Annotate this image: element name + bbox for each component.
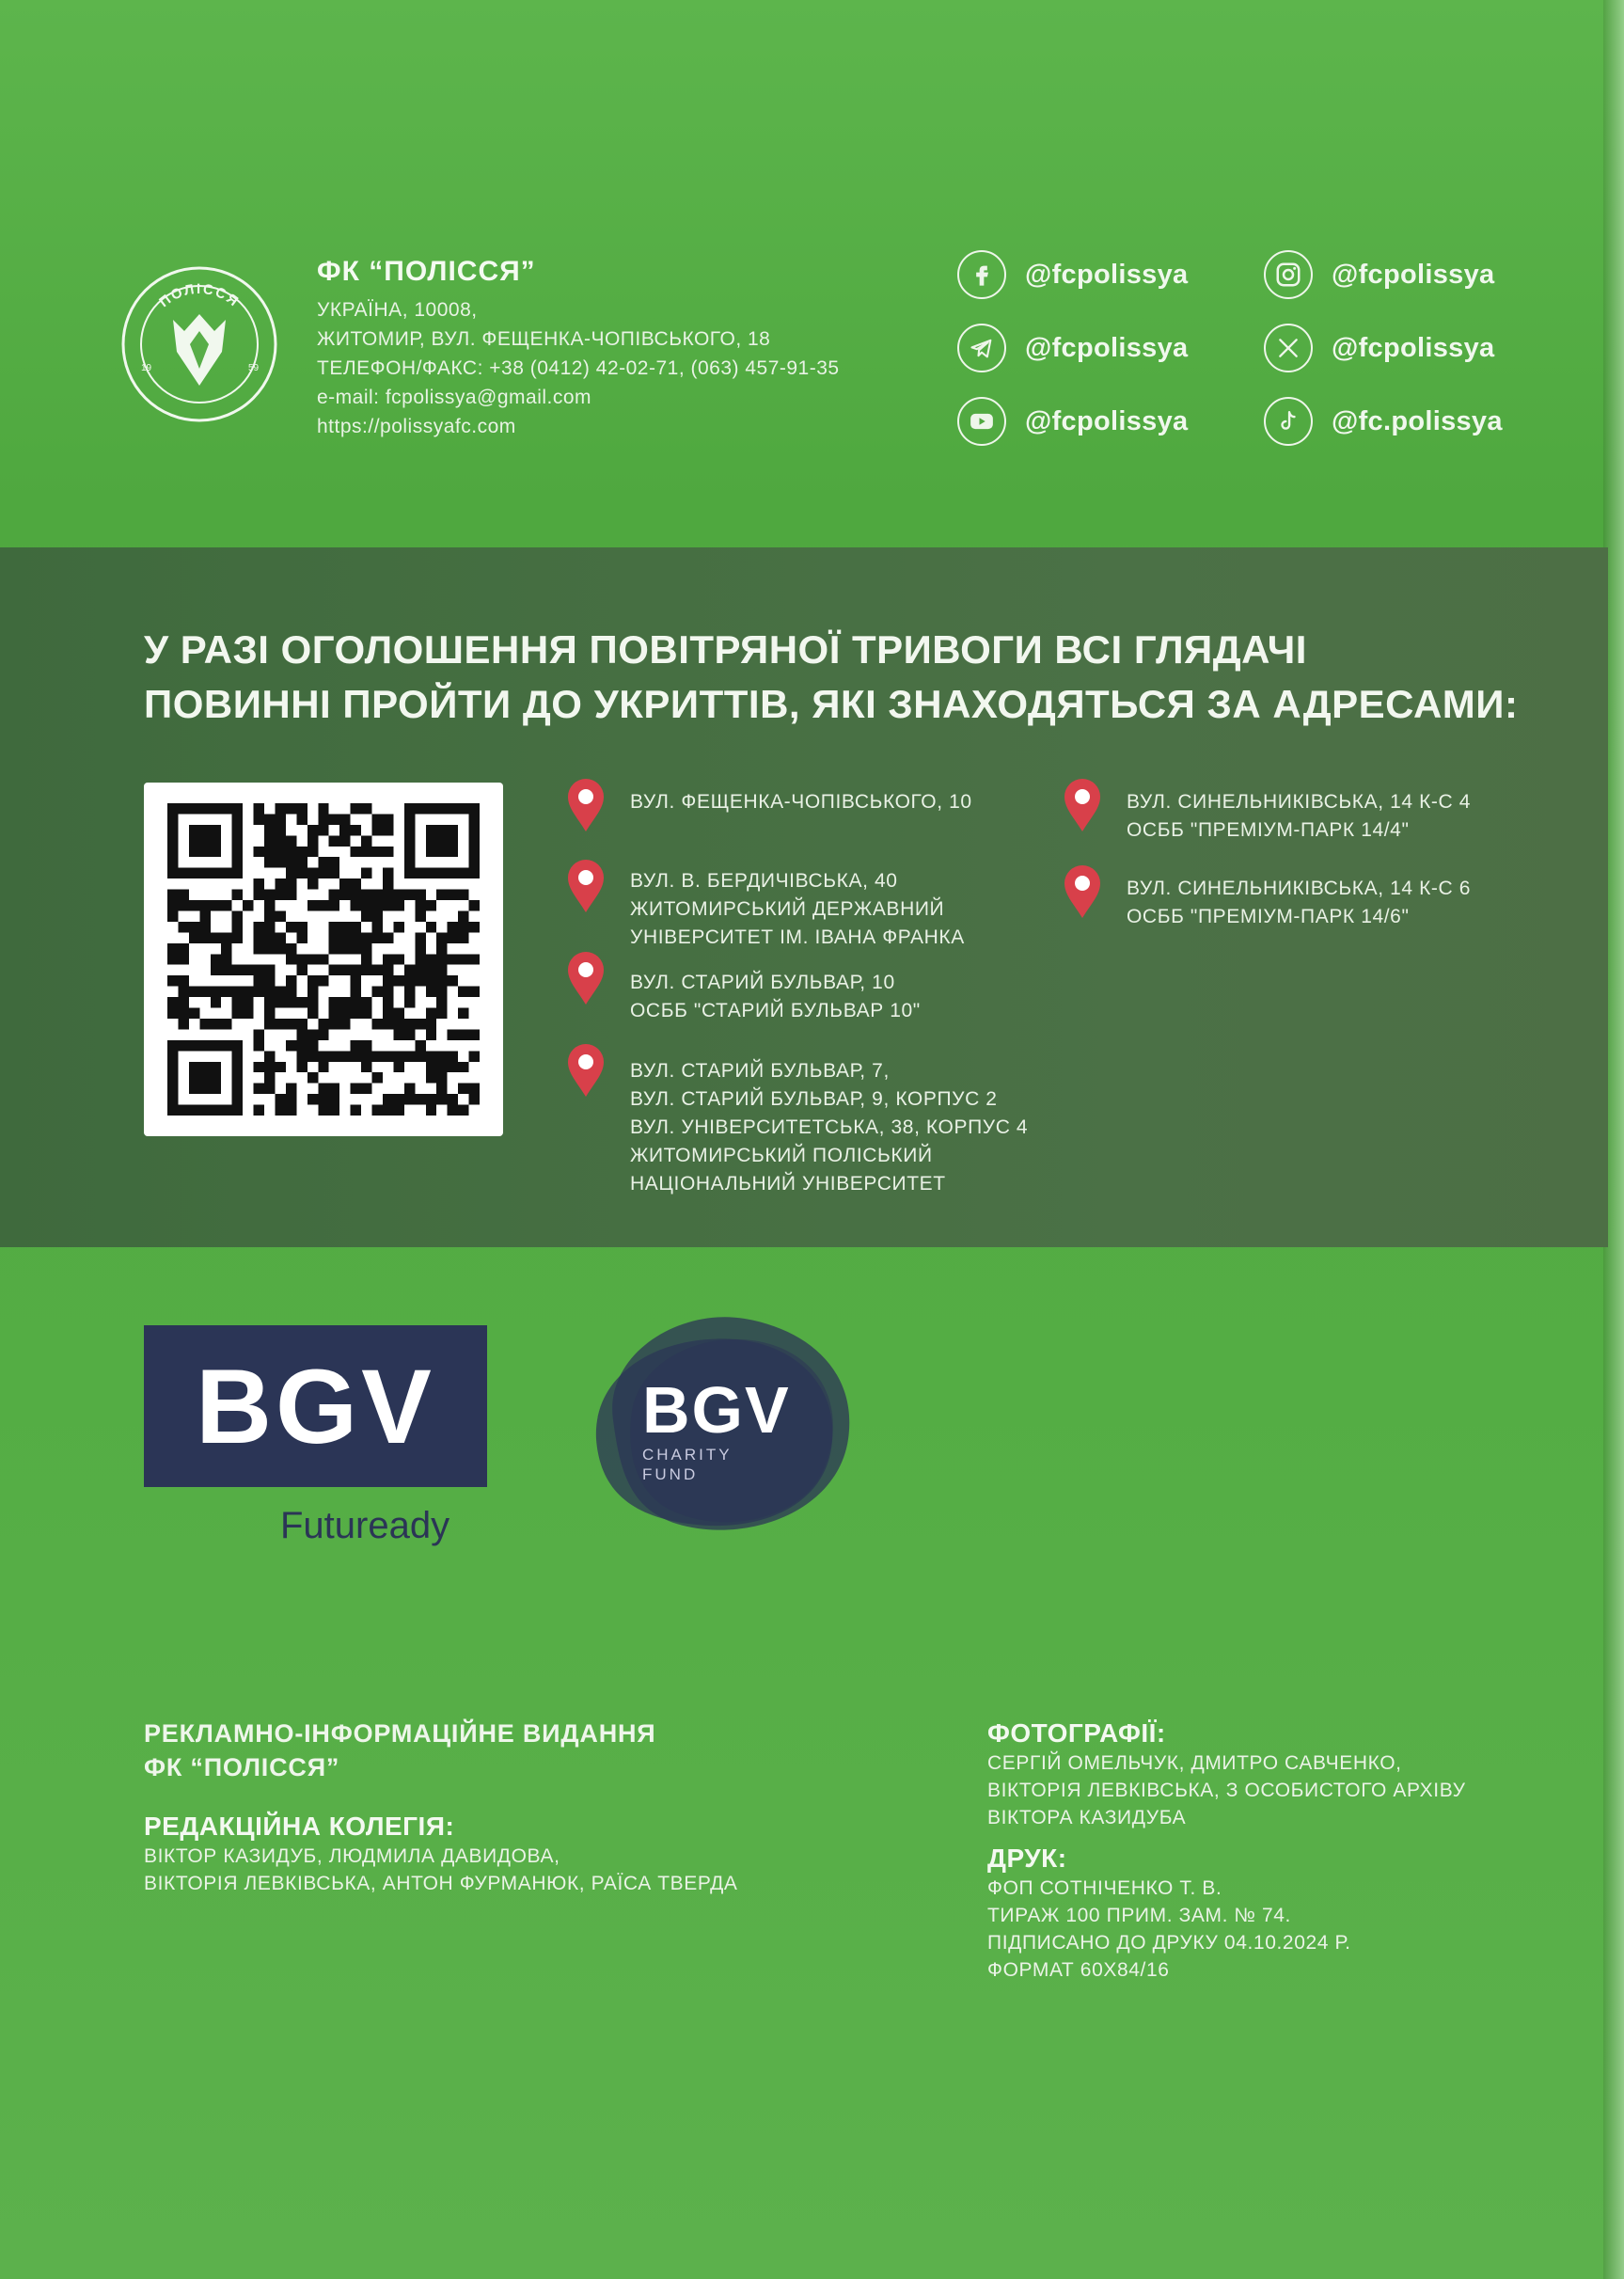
charity-line1: CHARITY bbox=[642, 1446, 733, 1464]
photos-line2: ВІКТОРІЯ ЛЕВКІВСЬКА, З ОСОБИСТОГО АРХІВУ bbox=[987, 1780, 1466, 1801]
shelter-line: ОСББ "ПРЕМІУМ-ПАРК 14/6" bbox=[1127, 906, 1410, 927]
charity-line2: FUND bbox=[642, 1465, 699, 1483]
social-handle: @fcpolissya bbox=[1332, 332, 1495, 363]
air-raid-warning bbox=[144, 623, 1536, 732]
print-line4: ФОРМАТ 60X84/16 bbox=[987, 1959, 1170, 1981]
tiktok-icon bbox=[1264, 397, 1313, 446]
shelter-address bbox=[1061, 863, 1471, 931]
youtube-icon bbox=[957, 397, 1006, 446]
shelter-address bbox=[564, 950, 921, 1025]
social-handle: @fcpolissya bbox=[1025, 332, 1189, 363]
shelter-line: ВУЛ. УНІВЕРСИТЕТСЬКА, 38, КОРПУС 4 bbox=[630, 1116, 1029, 1138]
imprint-left bbox=[144, 1717, 990, 1897]
imprint-right bbox=[987, 1717, 1589, 1984]
futuready-tagline: Futuready bbox=[280, 1505, 450, 1546]
logo-year-right: 59 bbox=[248, 363, 260, 373]
shelter-address bbox=[1061, 777, 1471, 845]
shelter-line: УНІВЕРСИТЕТ ІМ. ІВАНА ФРАНКА bbox=[630, 926, 965, 948]
photos-heading: ФОТОГРАФІЇ: bbox=[987, 1718, 1166, 1748]
club-email: e-mail: fcpolissya@gmail.com bbox=[317, 387, 592, 408]
logo-year-left: 19 bbox=[141, 363, 152, 373]
social-handle: @fc.polissya bbox=[1332, 405, 1503, 436]
shelter-line: ОСББ "ПРЕМІУМ-ПАРК 14/4" bbox=[1127, 819, 1410, 841]
photos-line1: СЕРГІЙ ОМЕЛЬЧУК, ДМИТРО САВЧЕНКО, bbox=[987, 1752, 1402, 1774]
print-line1: ФОП СОТНІЧЕНКО Т. В. bbox=[987, 1877, 1222, 1899]
map-pin-icon bbox=[1061, 863, 1104, 920]
club-address-line1: УКРАЇНА, 10008, bbox=[317, 299, 478, 321]
qr-code-icon bbox=[166, 803, 481, 1116]
social-tiktok bbox=[1264, 397, 1503, 446]
editorial-heading: РЕДАКЦІЙНА КОЛЕГІЯ: bbox=[144, 1812, 455, 1841]
map-pin-icon bbox=[564, 1042, 607, 1099]
club-phone: ТЕЛЕФОН/ФАКС: +38 (0412) 42-02-71, (063) 457-91-35 bbox=[317, 357, 840, 379]
shelter-line: НАЦІОНАЛЬНИЙ УНІВЕРСИТЕТ bbox=[630, 1173, 946, 1195]
qr-code[interactable] bbox=[144, 783, 503, 1136]
social-handle: @fcpolissya bbox=[1025, 405, 1189, 436]
social-links bbox=[957, 246, 1559, 453]
club-logo-icon bbox=[120, 265, 278, 423]
shelter-line: ВУЛ. СТАРИЙ БУЛЬВАР, 9, КОРПУС 2 bbox=[630, 1088, 998, 1110]
print-line2: ТИРАЖ 100 ПРИМ. ЗАМ. № 74. bbox=[987, 1905, 1291, 1926]
charity-fund-text bbox=[642, 1375, 791, 1484]
map-pin-icon bbox=[564, 858, 607, 914]
air-raid-line1: У РАЗІ ОГОЛОШЕННЯ ПОВІТРЯНОЇ ТРИВОГИ ВСІ ГЛЯДАЧІ bbox=[144, 627, 1307, 672]
charity-name: BGV bbox=[642, 1373, 791, 1447]
shelter-line: ВУЛ. В. БЕРДИЧІВСЬКА, 40 bbox=[630, 870, 898, 892]
shelter-address bbox=[564, 858, 965, 952]
map-pin-icon bbox=[1061, 777, 1104, 833]
photos-line3: ВІКТОРА КАЗИДУБА bbox=[987, 1807, 1187, 1828]
shelter-address bbox=[564, 777, 972, 833]
shelter-line: ВУЛ. ФЕЩЕНКА-ЧОПІВСЬКОГО, 10 bbox=[630, 791, 972, 813]
map-pin-icon bbox=[564, 777, 607, 833]
air-raid-line2: ПОВИННІ ПРОЙТИ ДО УКРИТТІВ, ЯКІ ЗНАХОДЯТЬСЯ ЗА АДРЕСАМИ: bbox=[144, 682, 1519, 726]
telegram-icon bbox=[957, 324, 1006, 372]
club-address-line2: ЖИТОМИР, ВУЛ. ФЕЩЕНКА-ЧОПІВСЬКОГО, 18 bbox=[317, 328, 771, 350]
social-x bbox=[1264, 324, 1494, 372]
shelter-line: ОСББ "СТАРИЙ БУЛЬВАР 10" bbox=[630, 1000, 921, 1021]
instagram-icon bbox=[1264, 250, 1313, 299]
bgv-logo bbox=[144, 1325, 487, 1487]
social-youtube bbox=[957, 397, 1188, 446]
publication-line2: ФК “ПОЛІССЯ” bbox=[144, 1753, 340, 1781]
print-heading: ДРУК: bbox=[987, 1844, 1067, 1873]
shelter-line: ЖИТОМИРСЬКИЙ ДЕРЖАВНИЙ bbox=[630, 898, 945, 920]
club-name: ФК “ПОЛІССЯ” bbox=[317, 256, 536, 287]
print-line3: ПІДПИСАНО ДО ДРУКУ 04.10.2024 Р. bbox=[987, 1932, 1351, 1954]
logo-text: ПОЛІССЯ bbox=[156, 280, 243, 311]
x-icon bbox=[1264, 324, 1313, 372]
club-website: https://polissyafc.com bbox=[317, 416, 516, 437]
social-instagram bbox=[1264, 250, 1494, 299]
facebook-icon bbox=[957, 250, 1006, 299]
editorial-line1: ВІКТОР КАЗИДУБ, ЛЮДМИЛА ДАВИДОВА, bbox=[144, 1845, 560, 1867]
club-contacts bbox=[317, 256, 966, 441]
shelter-line: ВУЛ. СИНЕЛЬНИКІВСЬКА, 14 К-С 4 bbox=[1127, 791, 1471, 813]
shelter-line: ВУЛ. СИНЕЛЬНИКІВСЬКА, 14 К-С 6 bbox=[1127, 878, 1471, 899]
map-pin-icon bbox=[564, 950, 607, 1006]
shelter-line: ВУЛ. СТАРИЙ БУЛЬВАР, 10 bbox=[630, 972, 895, 993]
social-handle: @fcpolissya bbox=[1332, 259, 1495, 290]
svg-text:ПОЛІССЯ bbox=[156, 281, 243, 310]
editorial-line2: ВІКТОРІЯ ЛЕВКІВСЬКА, АНТОН ФУРМАНЮК, РАЇСА ТВЕРДА bbox=[144, 1873, 738, 1894]
social-facebook bbox=[957, 250, 1188, 299]
publication-line1: РЕКЛАМНО-ІНФОРМАЦІЙНЕ ВИДАННЯ bbox=[144, 1719, 656, 1748]
shelter-line: ЖИТОМИРСЬКИЙ ПОЛІСЬКИЙ bbox=[630, 1145, 933, 1166]
social-handle: @fcpolissya bbox=[1025, 259, 1189, 290]
bgv-logo-text: BGV bbox=[196, 1347, 435, 1465]
shelter-line: ВУЛ. СТАРИЙ БУЛЬВАР, 7, bbox=[630, 1060, 890, 1082]
shelter-address bbox=[564, 1042, 1028, 1198]
social-telegram bbox=[957, 324, 1188, 372]
